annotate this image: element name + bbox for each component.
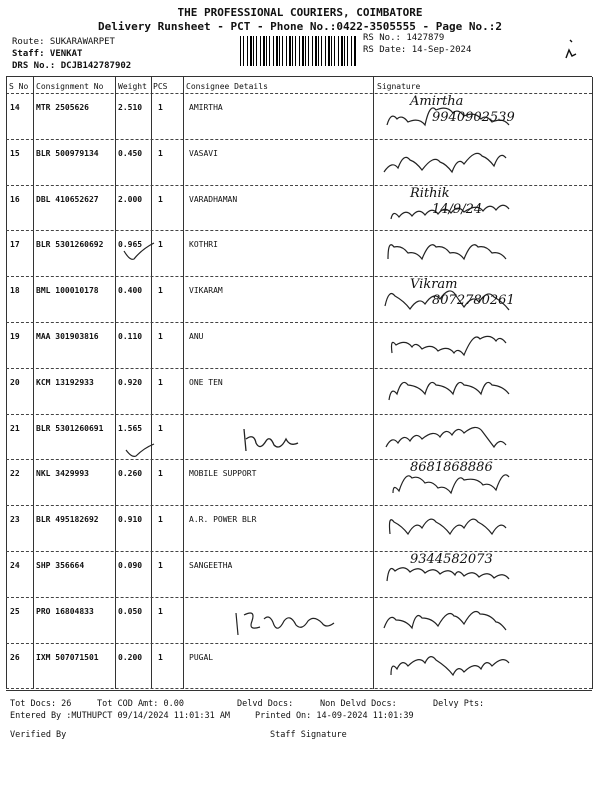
staff-label: Staff: VENKAT [12, 49, 83, 59]
handwritten-signature [370, 142, 585, 186]
handwritten-text: Amirtha [410, 94, 464, 109]
row-consignment-no: MAA 301903816 [36, 332, 99, 341]
company-title: THE PROFESSIONAL COURIERS, COIMBATORE [177, 6, 423, 19]
row-weight: 0.050 [118, 606, 143, 616]
entered-by: Entered By :MUTHUPCT 09/14/2024 11:01:31 AM [10, 711, 231, 721]
row-consignee: PUGAL [189, 652, 214, 662]
row-weight: 0.920 [118, 377, 143, 387]
handwritten-name [230, 605, 340, 639]
signature-cell [370, 279, 585, 331]
row-pcs: 1 [158, 606, 163, 616]
row-consignee: MOBILE SUPPORT [189, 469, 257, 479]
signature-cell [370, 96, 585, 148]
route-label: Route: SUKARAWARPET [12, 37, 115, 47]
row-consignment-no: SHP 356664 [36, 561, 85, 570]
row-divider [6, 643, 592, 644]
row-weight: 0.200 [118, 652, 143, 662]
row-divider [6, 414, 592, 415]
handwritten-text: Rithik [410, 185, 450, 201]
rs-date: RS Date: 14-Sep-2024 [363, 45, 472, 55]
row-divider [6, 276, 592, 277]
row-consignee: VASAVI [189, 148, 218, 158]
row-consignment-no: MTR 2505626 [36, 103, 89, 112]
handwritten-signature [370, 417, 585, 461]
row-consignee: VIKARAM [189, 286, 223, 296]
signature-cell [370, 462, 585, 514]
row-pcs: 1 [158, 286, 163, 296]
row-sno: 18 [10, 286, 20, 296]
non-delivered-docs: Non Delvd Docs: [320, 699, 397, 709]
signature-cell [370, 233, 585, 285]
row-consignment-no: NKL 3429993 [36, 469, 89, 479]
signature-cell [370, 554, 585, 606]
runsheet-subtitle: Delivery Runsheet - PCT - Phone No.:0422-3505555 - Page No.:2 [98, 20, 502, 33]
row-divider [6, 551, 592, 552]
row-divider [6, 230, 592, 231]
row-consignment-no: DBL 410652627 [36, 194, 99, 204]
handwritten-text: 8072780261 [432, 293, 515, 309]
row-consignee: VARADHAMAN [189, 194, 238, 204]
handwritten-signature [370, 508, 585, 552]
handwritten-text: Vikram [410, 277, 458, 293]
corner-mark-icon [560, 36, 590, 66]
row-sno: 17 [10, 240, 20, 250]
row-consignee: KOTHRI [189, 240, 218, 250]
handwritten-signature [370, 371, 585, 415]
row-pcs: 1 [158, 377, 163, 387]
row-sno: 24 [10, 561, 20, 570]
barcode [240, 36, 356, 66]
row-consignment-no: BML 100010178 [36, 286, 99, 296]
row-sno: 26 [10, 652, 20, 662]
row-consignee: A.R. POWER BLR [189, 515, 257, 525]
row-consignment-no: IXM 507071501 [36, 652, 99, 662]
staff-signature: Staff Signature [270, 730, 347, 740]
signature-cell [370, 600, 585, 652]
signature-cell [370, 371, 585, 423]
row-divider [6, 322, 592, 323]
row-weight: 0.260 [118, 469, 143, 479]
row-pcs: 1 [158, 240, 163, 250]
col-header-consignment: Consignment No [36, 82, 104, 91]
row-sno: 14 [10, 103, 20, 112]
row-sno: 20 [10, 377, 20, 387]
verified-by: Verified By [10, 730, 67, 740]
delivered-docs: Delvd Docs: [237, 699, 294, 709]
signature-cell [370, 325, 585, 377]
row-weight: 0.400 [118, 286, 143, 296]
row-consignment-no: BLR 500979134 [36, 148, 99, 158]
col-header-pcs: PCS [153, 82, 168, 91]
row-consignee: SANGEETHA [189, 561, 233, 570]
tick-mark-icon [120, 241, 160, 263]
row-sno: 22 [10, 469, 20, 479]
handwritten-text: 8681868886 [410, 460, 493, 476]
row-consignee: ANU [189, 332, 204, 341]
row-pcs: 1 [158, 652, 163, 662]
drs-label: DRS No.: DCJB142787902 [12, 61, 132, 71]
row-divider [6, 185, 592, 186]
signature-cell [370, 185, 585, 240]
handwritten-text: 9940902539 [432, 110, 515, 125]
row-consignment-no: BLR 5301260692 [36, 240, 104, 250]
signature-cell [370, 142, 585, 194]
tick-mark-icon [120, 442, 160, 462]
row-divider [6, 368, 592, 369]
row-sno: 19 [10, 332, 20, 341]
row-divider [6, 139, 592, 140]
row-weight: 0.090 [118, 561, 143, 570]
row-pcs: 1 [158, 561, 163, 570]
handwritten-signature [370, 600, 585, 644]
table-top-border [6, 76, 592, 77]
row-weight: 0.450 [118, 148, 143, 158]
total-docs: Tot Docs: 26 [10, 699, 72, 709]
row-weight: 2.510 [118, 103, 143, 112]
handwritten-signature [370, 233, 585, 277]
rs-number: RS No.: 1427879 [363, 33, 445, 43]
printed-on: Printed On: 14-09-2024 11:01:39 [255, 711, 414, 721]
handwritten-signature [370, 646, 585, 690]
row-consignee: AMIRTHA [189, 103, 223, 112]
row-consignment-no: BLR 495182692 [36, 515, 99, 525]
row-pcs: 1 [158, 194, 163, 204]
handwritten-signature [370, 325, 585, 369]
row-pcs: 1 [158, 148, 163, 158]
row-consignee: ONE TEN [189, 377, 223, 387]
row-sno: 23 [10, 515, 20, 525]
table-right-border [592, 77, 593, 689]
row-consignment-no: PRO 16804833 [36, 606, 94, 616]
total-cod: Tot COD Amt: 0.00 [97, 699, 184, 709]
row-consignment-no: BLR 5301260691 [36, 423, 104, 433]
row-sno: 16 [10, 194, 20, 204]
row-divider [6, 505, 592, 506]
handwritten-name [236, 425, 306, 457]
col-header-signature: Signature [377, 82, 421, 91]
row-divider [6, 597, 592, 598]
row-pcs: 1 [158, 332, 163, 341]
row-pcs: 1 [158, 103, 163, 112]
col-header-weight: Weight [118, 82, 147, 91]
row-weight: 2.000 [118, 194, 143, 204]
col-header-sno: S No [9, 82, 29, 91]
row-consignment-no: KCM 13192933 [36, 377, 94, 387]
row-pcs: 1 [158, 469, 163, 479]
handwritten-text: 14/9/24 [432, 201, 483, 217]
row-weight: 0.910 [118, 515, 143, 525]
delivery-points: Delvy Pts: [433, 699, 485, 709]
row-divider [6, 459, 592, 460]
table-header-divider [6, 93, 592, 94]
row-sno: 21 [10, 423, 20, 433]
row-pcs: 1 [158, 515, 163, 525]
col-header-consignee: Consignee Details [186, 82, 268, 91]
row-sno: 25 [10, 606, 20, 616]
handwritten-text: 9344582073 [410, 552, 493, 567]
row-weight: 0.110 [118, 332, 143, 341]
table-bottom-border [6, 690, 592, 691]
row-weight: 1.565 [118, 423, 143, 433]
row-weight: 0.965 [118, 240, 143, 250]
row-sno: 15 [10, 148, 20, 158]
row-pcs: 1 [158, 423, 163, 433]
